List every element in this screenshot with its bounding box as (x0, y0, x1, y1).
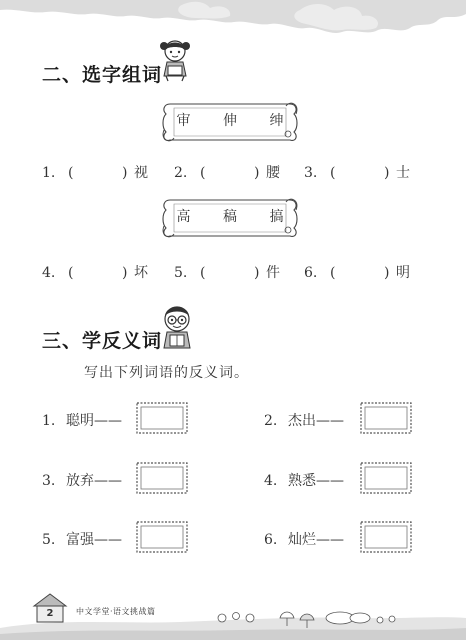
instruction-text: 写出下列词语的反义词。 (84, 365, 249, 381)
fill-item-suffix: 坏 (134, 265, 148, 281)
fill-item-5: 5. ( ) 件 (174, 262, 280, 282)
fill-item-1: 1. ( ) 视 (42, 162, 148, 182)
fill-item-4: 4. ( ) 坏 (42, 262, 148, 282)
boy-mascot-icon (158, 304, 196, 352)
answer-box-1[interactable] (136, 402, 188, 434)
fill-item-number: 3. (304, 165, 318, 181)
antonym-word: 熟悉—— (288, 473, 344, 489)
word-scroll-chars-1: 审 伸 绅 (176, 113, 298, 129)
antonym-word: 放弃—— (66, 473, 122, 489)
fill-item-6: 6. ( ) 明 (304, 262, 410, 282)
antonym-word: 灿烂—— (288, 532, 344, 548)
answer-box-3[interactable] (136, 462, 188, 494)
fill-item-number: 5. (174, 265, 188, 281)
page-number: 2 (46, 608, 54, 619)
antonym-word: 富强—— (66, 532, 122, 548)
fill-item-3: 3. ( ) 士 (304, 162, 410, 182)
fill-item-2: 2. ( ) 腰 (174, 162, 280, 182)
footer-book-title: 中文学堂·语文挑战篇 (76, 607, 156, 616)
cloud-decoration-top (0, 0, 466, 38)
answer-box-4[interactable] (360, 462, 412, 494)
section-3-title: 三、学反义词 (42, 330, 163, 352)
answer-box-2[interactable] (360, 402, 412, 434)
antonym-word: 杰出—— (288, 413, 344, 429)
answer-box-5[interactable] (136, 521, 188, 553)
fill-item-suffix: 明 (396, 265, 410, 281)
antonym-item-1: 1. 聪明—— (42, 413, 122, 429)
fill-item-suffix: 腰 (266, 165, 280, 181)
antonym-item-3: 3. 放弃—— (42, 473, 122, 489)
fill-item-number: 4. (42, 265, 56, 281)
fill-item-suffix: 视 (134, 165, 148, 181)
fill-item-number: 2. (174, 165, 188, 181)
antonym-item-4: 4. 熟悉—— (264, 473, 344, 489)
fill-item-number: 1. (42, 165, 56, 181)
fill-item-suffix: 件 (266, 265, 280, 281)
word-scroll-chars-2: 高 稿 搞 (176, 209, 298, 225)
antonym-item-2: 2. 杰出—— (264, 413, 344, 429)
antonym-word: 聪明—— (66, 413, 122, 429)
antonym-item-5: 5. 富强—— (42, 532, 122, 548)
antonym-item-6: 6. 灿烂—— (264, 532, 344, 548)
answer-box-6[interactable] (360, 521, 412, 553)
section-2-title: 二、选字组词 (42, 64, 163, 86)
fill-item-number: 6. (304, 265, 318, 281)
fill-item-suffix: 士 (396, 165, 410, 181)
girl-mascot-icon (158, 38, 192, 82)
